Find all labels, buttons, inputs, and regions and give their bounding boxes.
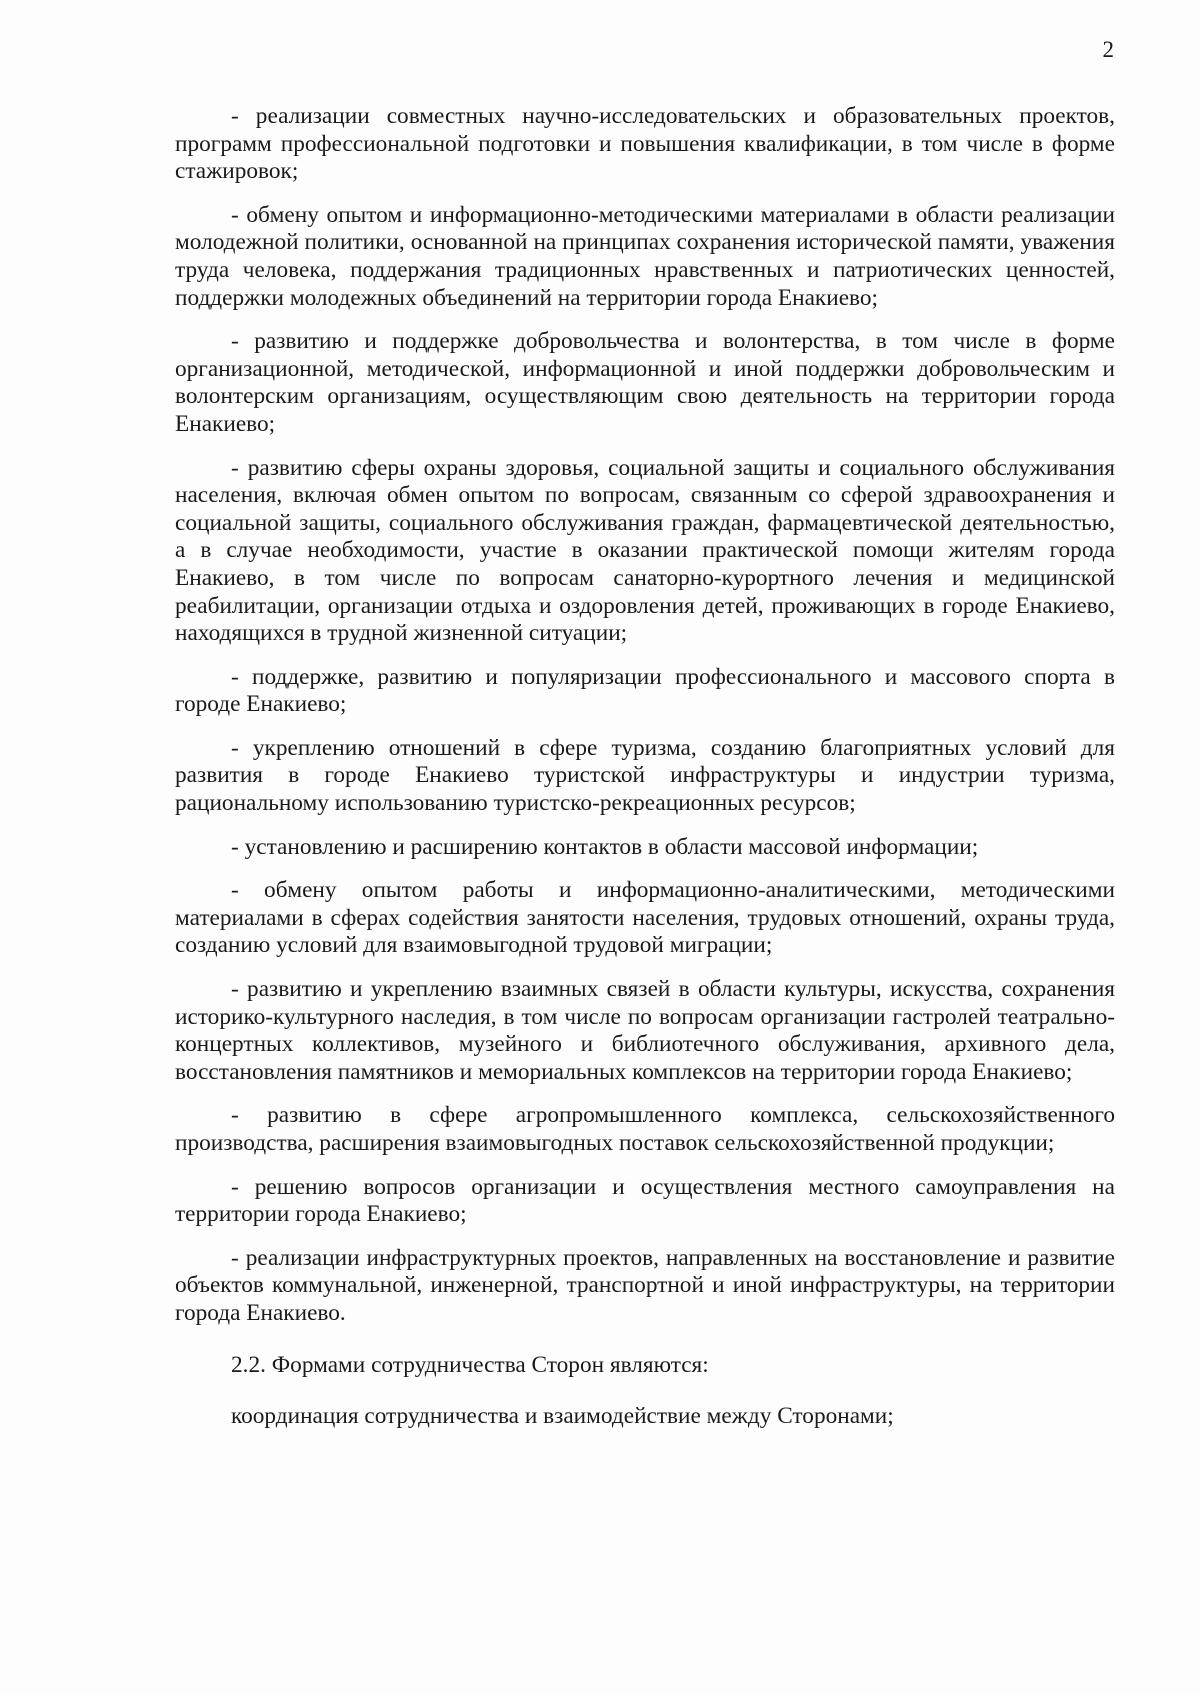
paragraph-sport: - поддержке, развитию и популяризации профессионального и массового спорта в городе Енакиево; bbox=[175, 663, 1115, 718]
paragraph-culture: - развитию и укреплению взаимных связей в области культуры, искусства, сохранения историко-культурного наследия, в том числе по вопросам организации гастролей театрально-концертных коллективов, музейного и библиотечного обслуживания, архивного дела, восстановления памятников и мемориальных комплексов на территории города Енакиево; bbox=[175, 976, 1115, 1085]
paragraph-infrastructure: - реализации инфраструктурных проектов, направленных на восстановление и развитие объектов коммунальной, инженерной, транспортной и иной инфраструктуры, на территории города Енакиево. bbox=[175, 1244, 1115, 1326]
paragraph-volunteering: - развитию и поддержке добровольчества и волонтерства, в том числе в форме организационной, методической, информационной и иной поддержки добровольческим и волонтерским организациям, осуществляющим свою деятельность на территории города Енакиево; bbox=[175, 328, 1115, 437]
paragraph-agriculture: - развитию в сфере агропромышленного комплекса, сельскохозяйственного производства, расширения взаимовыгодных поставок сельскохозяйственной продукции; bbox=[175, 1102, 1115, 1156]
paragraph-mass-media: - установлению и расширению контактов в области массовой информации; bbox=[231, 833, 979, 860]
paragraph-self-government: - решению вопросов организации и осуществления местного самоуправления на территории города Енакиево; bbox=[175, 1173, 1115, 1228]
document-body bbox=[175, 103, 1115, 1431]
paragraph-employment: - обмену опытом работы и информационно-аналитическими, методическими материалами в сферах содействия занятости населения, трудовых отношений, охраны труда, созданию условий для взаимовыгодной трудовой миграции; bbox=[175, 877, 1115, 959]
section-2-2-heading: 2.2. Формами сотрудничества Сторон являются: bbox=[231, 1351, 709, 1378]
paragraph-coordination: координация сотрудничества и взаимодействие между Сторонами; bbox=[231, 1403, 894, 1430]
paragraph-youth-policy: - обмену опытом и информационно-методическими материалами в области реализации молодежной политики, основанной на принципах сохранения исторической памяти, уважения труда человека, поддержания традиционных нравственных и патриотических ценностей, поддержки молодежных объединений на территории города Енакиево; bbox=[175, 201, 1115, 311]
paragraph-healthcare: - развитию сферы охраны здоровья, социальной защиты и социального обслуживания населения, включая обмен опытом по вопросам, связанным со сферой здравоохранения и социальной защиты, социального обслуживания граждан, фармацевтической деятельностью, а в случае необходимости, участие в оказании практической помощи жителям города Енакиево, в том числе по вопросам санаторно-курортного лечения и медицинской реабилитации, организации отдыха и оздоровления детей, проживающих в городе Енакиево, находящихся в трудной жизненной ситуации; bbox=[175, 454, 1115, 647]
paragraph-joint-projects: - реализации совместных научно-исследовательских и образовательных проектов, программ профессиональной подготовки и повышения квалификации, в том числе в форме стажировок; bbox=[175, 103, 1115, 185]
page-number: 2 bbox=[1102, 37, 1114, 62]
paragraph-tourism: - укреплению отношений в сфере туризма, созданию благоприятных условий для развития в городе Енакиево туристской инфраструктуры и индустрии туризма, рациональному использованию туристско-рекреационных ресурсов; bbox=[175, 734, 1115, 817]
